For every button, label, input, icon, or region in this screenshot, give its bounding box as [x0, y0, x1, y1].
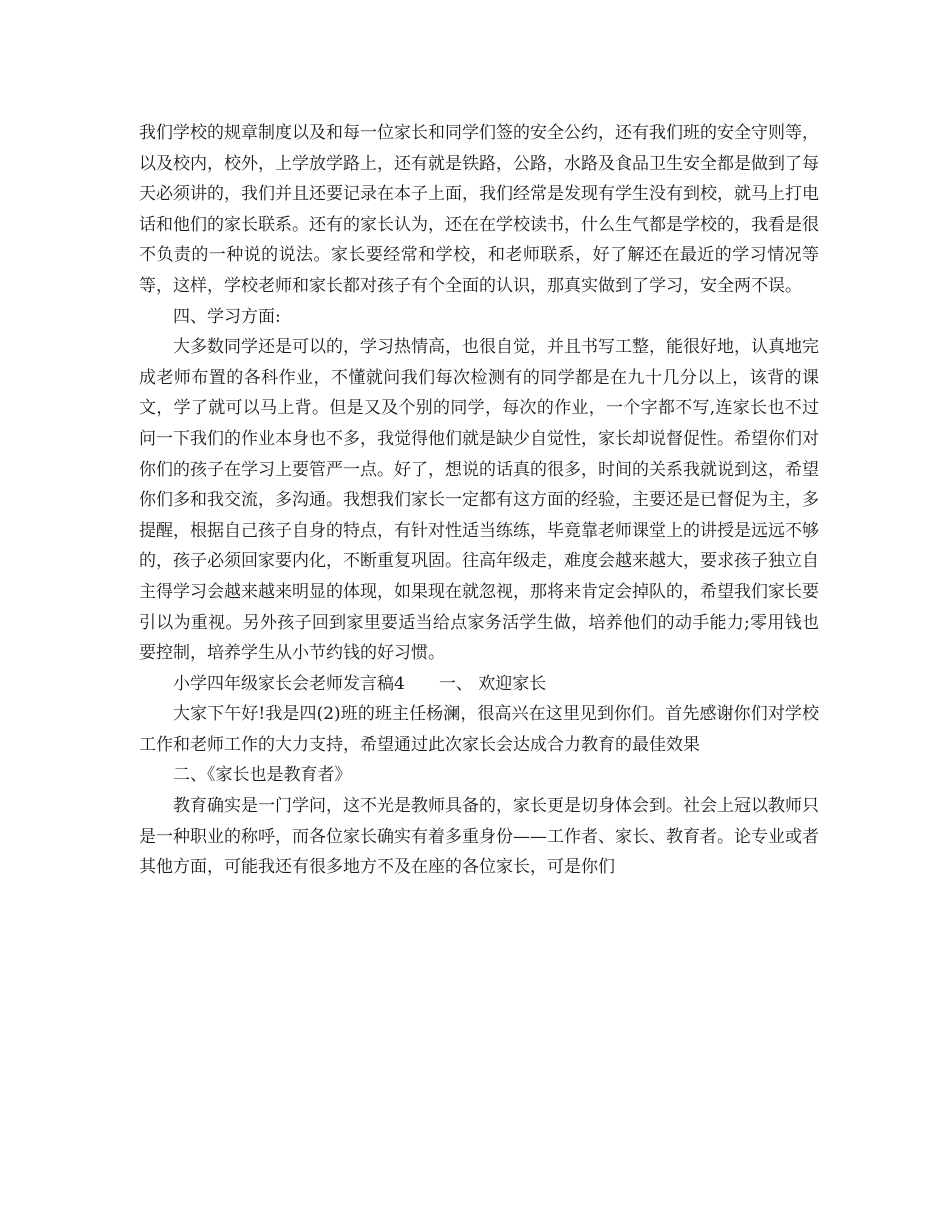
paragraph-greeting: 大家下午好!我是四(2)班的班主任杨澜，很高兴在这里见到你们。首先感谢你们对学校工作和老师工作的大力支持，希望通过此次家长会达成合力教育的最佳效果	[139, 704, 819, 755]
document-body	[139, 118, 819, 883]
speech-title: 小学四年级家长会老师发言稿4	[173, 673, 405, 694]
paragraph-education: 教育确实是一门学问，这不光是教师具备的，家长更是切身体会到。社会上冠以教师只是一种职业的称呼，而各位家长确实有着多重身份——工作者、家长、教育者。论专业或者其他方面，可能我还有很多地方不及在座的各位家长，可是你们	[139, 796, 819, 878]
section-heading-parents-educators: 二、《家长也是教育者》	[173, 765, 352, 786]
section-heading-welcome: 一、 欢迎家长	[438, 673, 547, 694]
section-heading-study: 四、学习方面:	[173, 306, 281, 327]
paragraph-study: 大多数同学还是可以的，学习热情高，也很自觉，并且书写工整，能很好地，认真地完成老师布置的各科作业，不懂就问我们每次检测有的同学都是在九十几分以上，该背的课文，学了就可以马上背。但是又及个别的同学，每次的作业，一个字都不写,连家长也不过问一下我们的作业本身也不多，我觉得他们就是缺少自觉性，家长却说督促性。希望你们对你们的孩子在学习上要管严一点。好了，想说的话真的很多，时间的关系我就说到这，希望你们多和我交流，多沟通。我想我们家长一定都有这方面的经验，主要还是已督促为主，多提醒，根据自己孩子自身的特点，有针对性适当练练，毕竟靠老师课堂上的讲授是远远不够的，孩子必须回家要内化，不断重复巩固。往高年级走，难度会越来越大，要求孩子独立自主得学习会越来越来明显的体现，如果现在就忽视，那将来肯定会掉队的，希望我们家长要引以为重视。另外孩子回到家里要适当给点家务活学生做，培养他们的动手能力;零用钱也要控制，培养学生从小节约钱的好习惯。	[139, 337, 819, 664]
paragraph-safety: 我们学校的规章制度以及和每一位家长和同学们签的安全公约，还有我们班的安全守则等，以及校内，校外，上学放学路上，还有就是铁路，公路，水路及食品卫生安全都是做到了每天必须讲的，我们并且还要记录在本子上面，我们经常是发现有学生没有到校，就马上打电话和他们的家长联系。还有的家长认为，还在在学校读书，什么生气都是学校的，我看是很不负责的一种说的说法。家长要经常和学校，和老师联系，好了解还在最近的学习情况等等，这样，学校老师和家长都对孩子有个全面的认识，那真实做到了学习，安全两不误。	[139, 123, 819, 296]
speech-title-line	[139, 669, 819, 700]
